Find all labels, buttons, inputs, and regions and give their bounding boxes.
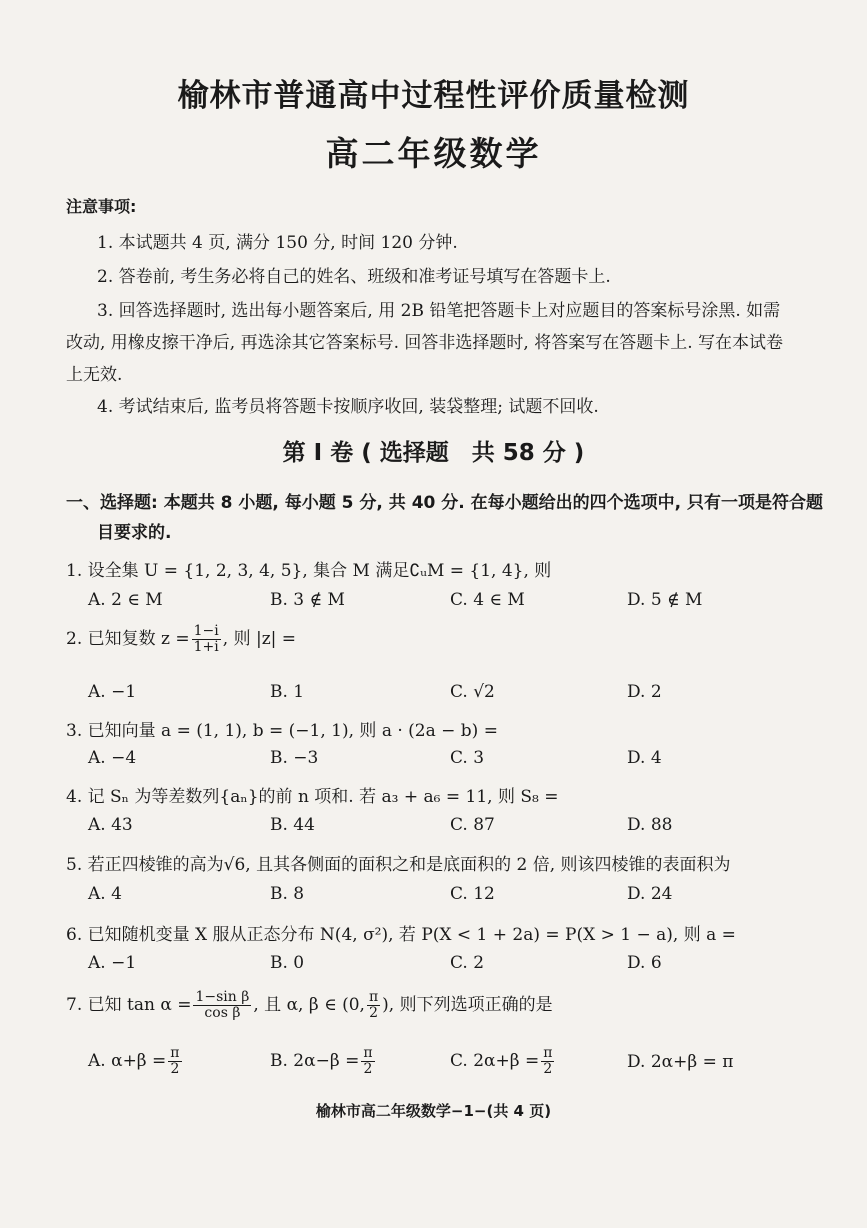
question-1-option-a: A. 2 ∈ M xyxy=(88,590,163,610)
fraction: $\frac{\pi}{2}$ xyxy=(363,1045,373,1077)
question-6-option-c: C. 2 xyxy=(450,953,485,973)
fraction: $\frac{1-i}{1+i}$ xyxy=(193,623,219,655)
question-4-option-c: C. 87 xyxy=(450,815,495,835)
question-6-option-d: D. 6 xyxy=(627,953,662,973)
question-3-option-c: C. 3 xyxy=(450,748,485,768)
part-instructions: 一、选择题: 本题共 8 小题, 每小题 5 分, 共 40 分. 在每小题给出的四个选项中, 只有一项是符合题 xyxy=(66,493,824,513)
question-1-stem: 1. 设全集 U = {1, 2, 3, 4, 5}, 集合 M 满足∁ᵤM = {1, 4}, 则 xyxy=(66,561,552,581)
question-7-option-b: B. 2α−β = $\frac{\pi}{2}$ xyxy=(270,1045,373,1077)
notice-item: 改动, 用橡皮擦干净后, 再选涂其它答案标号. 回答非选择题时, 将答案写在答题卡上. 写在本试卷 xyxy=(66,333,784,353)
question-3-option-b: B. −3 xyxy=(270,748,319,768)
fraction: $\frac{\pi}{2}$ xyxy=(543,1045,553,1077)
exam-title: 榆林市普通高中过程性评价质量检测 xyxy=(177,78,690,114)
question-3-option-a: A. −4 xyxy=(88,748,137,768)
question-2-stem: 2. 已知复数 z = $\frac{1-i}{1+i}$ , 则 |z| = xyxy=(66,623,297,655)
exam-subject: 高二年级数学 xyxy=(325,134,542,173)
question-6-option-a: A. −1 xyxy=(88,953,137,973)
question-3-stem: 3. 已知向量 a = (1, 1), b = (−1, 1), 则 a · (2a − b) = xyxy=(66,721,498,741)
question-2-option-c: C. √2 xyxy=(450,682,495,702)
question-5-option-b: B. 8 xyxy=(270,884,305,904)
page-footer: 榆林市高二年级数学−1−(共 4 页) xyxy=(315,1102,552,1120)
question-5-stem: 5. 若正四棱锥的高为√6, 且其各侧面的面积之和是底面积的 2 倍, 则该四棱锥的表面积为 xyxy=(66,855,731,875)
question-1-option-b: B. 3 ∉ M xyxy=(270,590,345,610)
question-4-stem: 4. 记 Sₙ 为等差数列{aₙ}的前 n 项和. 若 a₃ + a₆ = 11, 则 S₈ = xyxy=(66,787,559,807)
notice-item: 3. 回答选择题时, 选出每小题答案后, 用 2B 铅笔把答题卡上对应题目的答案标号涂黑. 如需 xyxy=(97,301,781,321)
question-7-option-c: C. 2α+β = $\frac{\pi}{2}$ xyxy=(450,1045,553,1077)
fraction: $\frac{\text{1−sin β}}{\text{cos β}}$ xyxy=(195,989,250,1021)
fraction: $\frac{\pi}{2}$ xyxy=(170,1045,180,1077)
question-7-option-d: D. 2α+β = π xyxy=(627,1052,734,1072)
question-5-option-d: D. 24 xyxy=(627,884,673,904)
question-2-option-d: D. 2 xyxy=(627,682,662,702)
question-7-stem: 7. 已知 tan α = $\frac{\text{1−sin β}}{\text{cos β}}$ , 且 α, β ∈ (0, $\frac{\pi}{2}$ ), 则下列选项正确的是 xyxy=(66,989,553,1021)
question-2-option-a: A. −1 xyxy=(88,682,137,702)
question-4-option-d: D. 88 xyxy=(627,815,673,835)
question-6-stem: 6. 已知随机变量 X 服从正态分布 N(4, σ²), 若 P(X < 1 + 2a) = P(X > 1 − a), 则 a = xyxy=(66,925,736,945)
question-5-option-c: C. 12 xyxy=(450,884,495,904)
question-5-option-a: A. 4 xyxy=(88,884,122,904)
part-instructions: 目要求的. xyxy=(97,523,172,543)
question-4-option-a: A. 43 xyxy=(88,815,133,835)
notice-heading: 注意事项: xyxy=(66,197,137,216)
question-1-option-d: D. 5 ∉ M xyxy=(627,590,703,610)
question-3-option-d: D. 4 xyxy=(627,748,662,768)
notice-item: 2. 答卷前, 考生务必将自己的姓名、班级和准考证号填写在答题卡上. xyxy=(97,267,611,287)
notice-item: 4. 考试结束后, 监考员将答题卡按顺序收回, 装袋整理; 试题不回收. xyxy=(97,397,599,417)
notice-item: 1. 本试题共 4 页, 满分 150 分, 时间 120 分钟. xyxy=(97,233,458,253)
question-1-option-c: C. 4 ∈ M xyxy=(450,590,525,610)
question-7-option-a: A. α+β = $\frac{\pi}{2}$ xyxy=(88,1045,180,1077)
question-2-option-b: B. 1 xyxy=(270,682,305,702)
fraction: $\frac{\pi}{2}$ xyxy=(368,989,379,1021)
question-4-option-b: B. 44 xyxy=(270,815,315,835)
section-title: 第 Ⅰ 卷 ( 选择题 共 58 分 ) xyxy=(282,440,585,466)
notice-item: 上无效. xyxy=(66,365,123,385)
question-6-option-b: B. 0 xyxy=(270,953,305,973)
